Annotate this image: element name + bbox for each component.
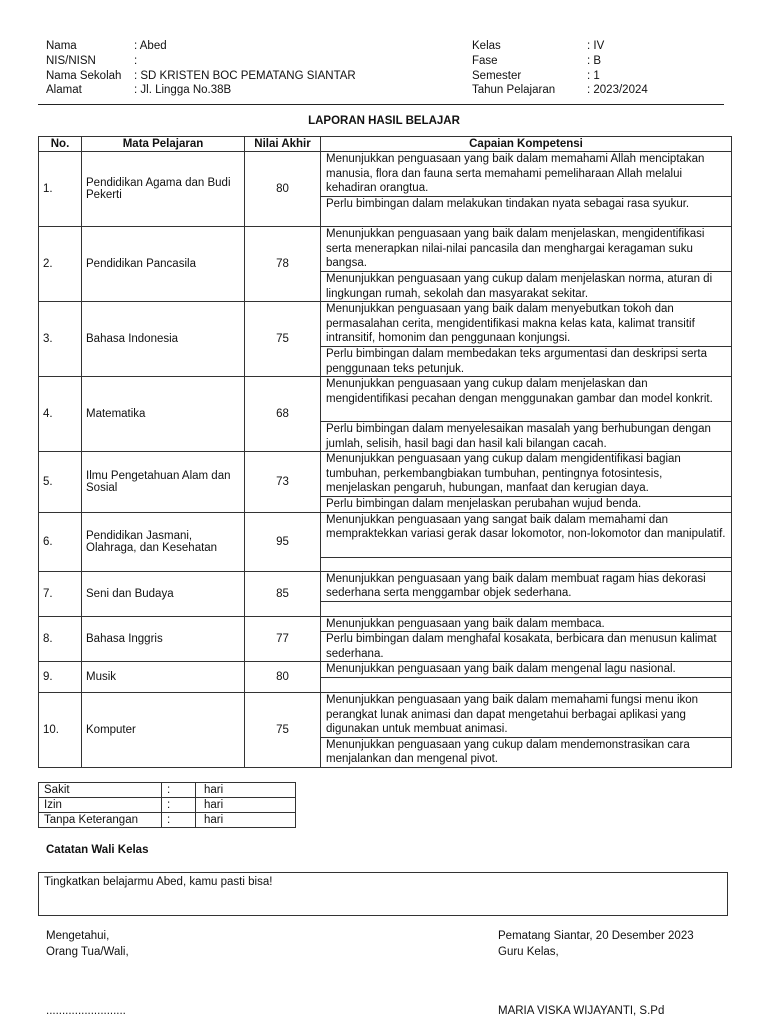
row-subject: Matematika [82,377,245,452]
attendance-unit: hari [196,783,296,798]
row-subject: Seni dan Budaya [82,571,245,616]
row-no: 4. [39,377,82,452]
row-subject: Musik [82,662,245,693]
header-no: No. [39,137,82,152]
table-row [39,452,732,497]
row-competency-1: Menunjukkan penguasaan yang baik dalam mengenal lagu nasional. [321,662,732,678]
row-subject: Bahasa Indonesia [82,302,245,377]
notes-title: Catatan Wali Kelas [46,844,149,856]
row-no: 5. [39,452,82,513]
signature-left-name: ......................... [46,1005,126,1017]
header-subject: Mata Pelajaran [82,137,245,152]
row-no: 7. [39,571,82,616]
signature-left-line2: Orang Tua/Wali, [46,946,129,958]
header-score: Nilai Akhir [245,137,321,152]
row-subject: Pendidikan Pancasila [82,227,245,302]
info-label-semester: Semester [472,70,522,82]
row-score: 77 [245,616,321,662]
row-subject: Bahasa Inggris [82,616,245,662]
row-competency-1: Menunjukkan penguasaan yang sangat baik dalam memahami dan mempraktekkan variasi gerak dasar lokomotor, non-lokomotor dan manipulatif. [321,512,732,557]
row-subject: Ilmu Pengetahuan Alam dan Sosial [82,452,245,513]
row-score: 85 [245,571,321,616]
row-competency-2: Menunjukkan penguasaan yang cukup dalam mendemonstrasikan cara menjalankan dan mengenal pivot. [321,737,732,767]
row-competency-2: Perlu bimbingan dalam membedakan teks argumentasi dan deskripsi serta penggunaan teks petunjuk. [321,347,732,377]
table-row [39,302,732,347]
table-row [39,692,732,737]
report-title: LAPORAN HASIL BELAJAR [308,115,460,127]
info-label-alamat: Alamat [46,84,82,96]
signature-left [46,928,129,960]
info-label-tahun: Tahun Pelajaran [472,84,556,96]
notes-box [38,872,728,916]
table-header-row [39,137,732,152]
row-subject: Komputer [82,692,245,767]
signature-left-line1: Mengetahui, [46,930,110,942]
row-competency-2: Perlu bimbingan dalam melakukan tindakan nyata sebagai rasa syukur. [321,197,732,227]
attendance-label: Sakit [39,783,162,798]
info-label-fase: Fase [472,55,498,67]
grades-table [38,136,732,768]
row-no: 2. [39,227,82,302]
attendance-row [39,783,296,798]
signature-right-name: MARIA VISKA WIJAYANTI, S.Pd [498,1005,665,1017]
row-competency-1: Menunjukkan penguasaan yang baik dalam memahami Allah menciptakan manusia, flora dan fauna serta memahami pemeliharaan Allah melalui kehadiran orangtua. [321,152,732,197]
attendance-label: Izin [39,798,162,813]
row-no: 9. [39,662,82,693]
row-competency-2 [321,601,732,616]
attendance-table [38,782,296,828]
row-competency-2: Perlu bimbingan dalam menghafal kosakata, berbicara dan menusun kalimat sederhana. [321,632,732,662]
row-score: 75 [245,302,321,377]
table-row [39,227,732,272]
row-score: 95 [245,512,321,571]
table-row [39,662,732,678]
attendance-label: Tanpa Keterangan [39,813,162,828]
info-value-tahun: : 2023/2024 [587,84,648,96]
row-score: 75 [245,692,321,767]
attendance-unit: hari [196,798,296,813]
attendance-colon: : [162,798,196,813]
row-competency-2: Perlu bimbingan dalam menyelesaikan masalah yang berhubungan dengan jumlah, selisih, hasil bagi dan hasil kali bilangan cacah. [321,422,732,452]
info-value-nama: : Abed [134,40,167,52]
row-no: 6. [39,512,82,571]
info-value-nisn: : [134,55,138,67]
info-label-nisn: NIS/NISN [46,55,96,67]
row-competency-1: Menunjukkan penguasaan yang baik dalam membaca. [321,616,732,632]
row-competency-2 [321,557,732,571]
row-competency-2: Menunjukkan penguasaan yang cukup dalam menjelaskan norma, aturan di lingkungan rumah, sekolah dan masyarakat sekitar. [321,272,732,302]
row-competency-1: Menunjukkan penguasaan yang baik dalam menyebutkan tokoh dan permasalahan cerita, mengidentifikasi makna kelas kata, kalimat transitif intransitif, homonim dan penggunaan konjungsi. [321,302,732,347]
table-row [39,152,732,197]
row-competency-2: Perlu bimbingan dalam menjelaskan perubahan wujud benda. [321,497,732,513]
row-no: 3. [39,302,82,377]
row-competency-2 [321,677,732,692]
signature-right-line2: Guru Kelas, [498,946,559,958]
signature-right-line1: Pematang Siantar, 20 Desember 2023 [498,930,694,942]
info-value-sekolah: : SD KRISTEN BOC PEMATANG SIANTAR [134,70,356,82]
row-score: 68 [245,377,321,452]
attendance-unit: hari [196,813,296,828]
row-score: 78 [245,227,321,302]
info-value-kelas: : IV [587,40,605,52]
info-label-sekolah: Nama Sekolah [46,70,122,82]
info-value-fase: : B [587,55,602,67]
attendance-row [39,798,296,813]
row-competency-1: Menunjukkan penguasaan yang cukup dalam mengidentifikasi bagian tumbuhan, perkembangbiakan tumbuhan, pentingnya fotosintesis, menjelaskan pengaruh, hubungan, manfaat dan kerugian daya. [321,452,732,497]
row-competency-1: Menunjukkan penguasaan yang baik dalam membuat ragam hias dekorasi sederhana serta menggambar objek sederhana. [321,571,732,601]
row-score: 73 [245,452,321,513]
row-competency-1: Menunjukkan penguasaan yang baik dalam menjelaskan, mengidentifikasi serta menerapkan nilai-nilai pancasila dan menghargai keragaman suku bangsa. [321,227,732,272]
attendance-colon: : [162,813,196,828]
row-score: 80 [245,662,321,693]
table-row [39,571,732,601]
info-value-alamat: : Jl. Lingga No.38B [134,84,232,96]
header-divider [38,104,724,105]
signature-right [498,928,694,960]
info-label-kelas: Kelas [472,40,501,52]
row-no: 8. [39,616,82,662]
row-subject: Pendidikan Agama dan Budi Pekerti [82,152,245,227]
row-no: 10. [39,692,82,767]
row-competency-1: Menunjukkan penguasaan yang baik dalam memahami fungsi menu ikon perangkat lunak animasi dan dapat mengetahui berbagai aplikasi yang digunakan untuk membuat animasi. [321,692,732,737]
row-competency-1: Menunjukkan penguasaan yang cukup dalam menjelaskan dan mengidentifikasi pecahan dengan menggunakan gambar dan model konkrit. [321,377,732,422]
notes-text: Tingkatkan belajarmu Abed, kamu pasti bisa! [44,876,273,888]
header-competency: Capaian Kompetensi [321,137,732,152]
row-score: 80 [245,152,321,227]
info-label-nama: Nama [46,40,77,52]
attendance-row [39,813,296,828]
row-subject: Pendidikan Jasmani, Olahraga, dan Kesehatan [82,512,245,571]
attendance-colon: : [162,783,196,798]
table-row [39,512,732,557]
row-no: 1. [39,152,82,227]
info-value-semester: : 1 [587,70,600,82]
table-row [39,377,732,422]
table-row [39,616,732,632]
